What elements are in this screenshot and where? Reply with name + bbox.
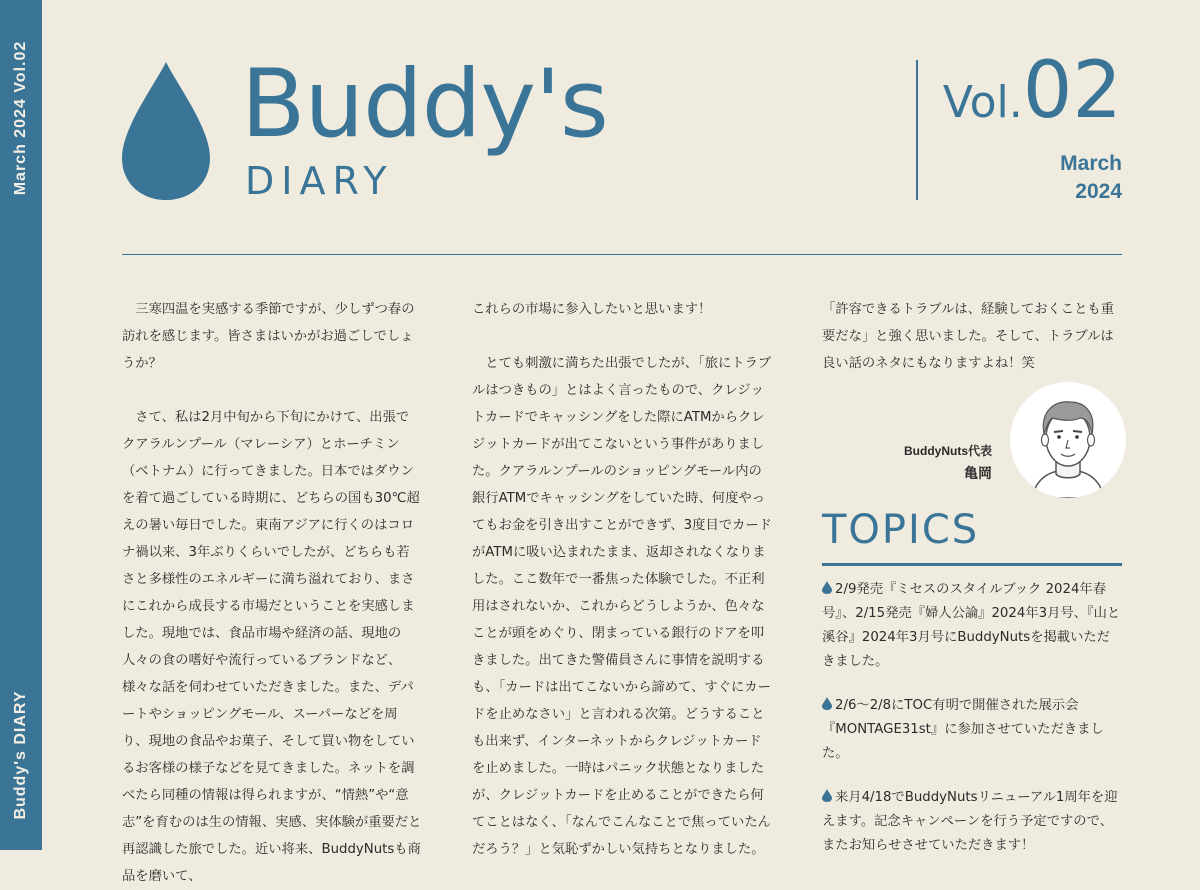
article-column-3 <box>822 296 1122 377</box>
volume-label <box>942 46 1122 136</box>
header-rule <box>122 254 1122 255</box>
topic-item <box>822 578 1122 674</box>
topics-heading: TOPICS <box>822 507 980 553</box>
author-avatar <box>1010 382 1126 498</box>
author-role: BuddyNuts代表 <box>904 444 992 458</box>
topics-rule <box>822 563 1122 566</box>
author-name: 亀岡 <box>964 465 992 481</box>
topics-list <box>822 578 1122 878</box>
drop-bullet-icon <box>822 789 832 802</box>
article-paragraph: 三寒四温を実感する季節ですが、少しずつ春の訪れを感じます。皆さまはいかがお過ごしでしょうか？ <box>122 302 415 371</box>
topic-text: 2/6～2/8にTOC有明で開催された展示会『MONTAGE31st』に参加させていただきました。 <box>822 698 1104 761</box>
article-paragraph: これらの市場に参入したいと思います！ <box>472 302 712 317</box>
article-paragraph: とても刺激に満ちた出張でしたが、「旅にトラブルはつきもの」とはよく言ったもので、クレジットカードでキャッシングをした際にATMからクレジットカードが出てこないという事件がありました。クアラルンプールのショッピングモール内の銀行ATMでキャッシングをしていた時、何度やってもお金を引き出すことができず、3度目でカードがATMに吸い込まれたまま、返却されなくなりました。ここ数年で一番焦った体験でした。不正利用はされないか、これからどうしようか、色々なことが頭をめぐり、閉まっている銀行のドアを叩きました。出てきた警備員さんに事情を説明するも、「カードは出てこないから諦めて、すぐにカードを止めなさい」と言われる次第。どうすることも出来ず、インターネットからクレジットカードを止めました。一時はパニック状態となりましたが、クレジットカードを止めることができたら何てことはなく、「なんでこんなことで焦っていたんだろう？」と気恥ずかしい気持ちとなりました。 <box>472 356 772 857</box>
issue-year: 2024 <box>1075 180 1122 203</box>
topic-text: 2/9発売『ミセスのスタイルブック 2024年春号』、2/15発売『婦人公論』2024年3月号、『山と溪谷』2024年3月号にBuddyNutsを掲載いただきました。 <box>822 582 1121 669</box>
drop-bullet-icon <box>822 581 832 594</box>
issue-month: March <box>1060 152 1122 175</box>
header-divider <box>916 60 918 200</box>
sidebar-title-text: Buddy's DIARY <box>12 690 29 820</box>
drop-bullet-icon <box>822 697 832 710</box>
article-column-1 <box>122 296 422 890</box>
article-paragraph: さて、私は2月中旬から下旬にかけて、出張でクアラルンプール（マレーシア）とホーチミン（ベトナム）に行ってきました。日本ではダウンを着て過ごしている時期に、どちらの国も30℃超えの暑い毎日でした。東南アジアに行くのはコロナ禍以来、3年ぶりくらいでしたが、どちらも若さと多様性のエネルギーに満ち溢れており、まさにこれから成長する市場だということを実感しました。現地では、食品市場や経済の話、現地の人々の食の嗜好や流行っているブランドなど、様々な話を伺わせていただきました。また、デパートやショッピングモール、スーパーなどを周り、現地の食品やお菓子、そして買い物をしているお客様の様子などを見てきました。ネットを調べたら同種の情報は得られますが、“情熱”や“意志”を育むのは生の情報、実感、実体験が重要だと再認識した旅でした。近い将来、BuddyNutsも商品を磨いて、 <box>122 410 422 884</box>
sidebar-issue-text: March 2024 Vol.02 <box>12 40 29 196</box>
issue-date <box>1060 150 1122 206</box>
article-column-2 <box>472 296 772 863</box>
topic-item <box>822 694 1122 766</box>
topic-item <box>822 786 1122 858</box>
topic-text: 来月4/18でBuddyNutsリニューアル1周年を迎えます。記念キャンペーンを行う予定ですので、またお知らせさせていただきます！ <box>822 790 1118 853</box>
author-portrait-icon <box>1010 382 1126 498</box>
drop-logo-icon <box>120 60 212 202</box>
article-paragraph: 「許容できるトラブルは、経験しておくことも重要だな」と強く思いました。そして、トラブルは良い話のネタにもなりますよね！笑 <box>822 302 1114 371</box>
masthead-subtitle: DIARY <box>245 159 394 203</box>
volume-number: 02 <box>1022 46 1122 136</box>
author-label <box>904 440 992 484</box>
masthead-title: Buddy's <box>241 50 608 159</box>
volume-prefix: Vol. <box>942 77 1023 128</box>
sidebar-band <box>0 0 42 850</box>
